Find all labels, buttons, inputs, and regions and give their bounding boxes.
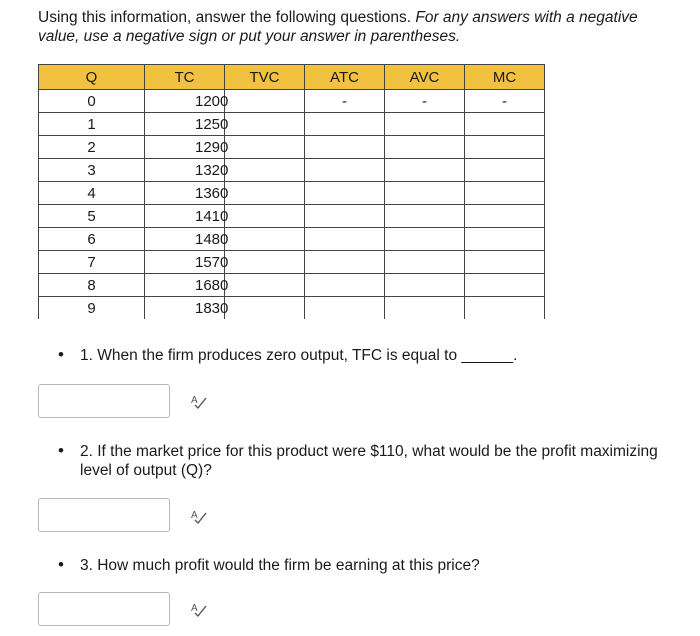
cell-mc[interactable] xyxy=(465,228,545,251)
cell-atc[interactable] xyxy=(305,251,385,274)
header-avc: AVC xyxy=(385,65,465,90)
cell-atc[interactable] xyxy=(305,274,385,297)
cell-atc[interactable] xyxy=(305,113,385,136)
answer-3-input[interactable] xyxy=(38,592,170,626)
cell-atc[interactable] xyxy=(305,297,385,320)
cell-tvc[interactable] xyxy=(225,90,305,113)
cell-q: 0 xyxy=(39,90,145,113)
table-row xyxy=(39,205,545,228)
svg-text:A: A xyxy=(191,510,198,521)
cell-mc[interactable] xyxy=(465,297,545,320)
cell-tvc[interactable] xyxy=(225,159,305,182)
question-3 xyxy=(60,556,670,575)
cell-q: 5 xyxy=(39,205,145,228)
cell-tc: 1200 xyxy=(145,90,225,113)
cell-avc[interactable] xyxy=(385,182,465,205)
cell-mc[interactable] xyxy=(465,113,545,136)
svg-text:A: A xyxy=(191,603,198,614)
cell-avc[interactable] xyxy=(385,159,465,182)
cell-atc[interactable] xyxy=(305,228,385,251)
header-tc: TC xyxy=(145,65,225,90)
cell-tc: 1480 xyxy=(145,228,225,251)
header-atc: ATC xyxy=(305,65,385,90)
table-row xyxy=(39,228,545,251)
svg-text:A: A xyxy=(191,395,198,406)
cell-avc[interactable]: - xyxy=(385,90,465,113)
cell-tc: 1360 xyxy=(145,182,225,205)
cell-tc: 1410 xyxy=(145,205,225,228)
cell-mc[interactable] xyxy=(465,182,545,205)
cell-atc[interactable] xyxy=(305,205,385,228)
bullet: • xyxy=(58,555,64,574)
cell-avc[interactable] xyxy=(385,228,465,251)
cell-q: 1 xyxy=(39,113,145,136)
bullet: • xyxy=(58,441,64,460)
cell-q: 3 xyxy=(39,159,145,182)
cell-q: 4 xyxy=(39,182,145,205)
cell-tvc[interactable] xyxy=(225,274,305,297)
cell-mc[interactable] xyxy=(465,205,545,228)
cell-q: 7 xyxy=(39,251,145,274)
cell-mc[interactable] xyxy=(465,274,545,297)
table-row xyxy=(39,251,545,274)
cost-table xyxy=(38,64,545,319)
cell-q: 9 xyxy=(39,297,145,320)
table-header-row xyxy=(39,65,545,90)
cell-atc[interactable]: - xyxy=(305,90,385,113)
cell-atc[interactable] xyxy=(305,182,385,205)
cell-mc[interactable] xyxy=(465,251,545,274)
cell-avc[interactable] xyxy=(385,274,465,297)
spellcheck-icon[interactable] xyxy=(190,507,208,525)
cell-tc: 1320 xyxy=(145,159,225,182)
cell-q: 8 xyxy=(39,274,145,297)
question-2 xyxy=(60,442,670,480)
cell-tc: 1290 xyxy=(145,136,225,159)
answer-1-input[interactable] xyxy=(38,384,170,418)
cell-tvc[interactable] xyxy=(225,297,305,320)
table-row xyxy=(39,297,545,320)
table-row xyxy=(39,159,545,182)
instructions-plain: Using this information, answer the following questions. xyxy=(38,9,416,26)
question-3-text: 3. How much profit would the firm be earning at this price? xyxy=(80,557,480,574)
cell-q: 6 xyxy=(39,228,145,251)
instructions xyxy=(38,8,678,46)
table-row xyxy=(39,136,545,159)
table-row xyxy=(39,90,545,113)
answer-2-input[interactable] xyxy=(38,498,170,532)
bullet: • xyxy=(58,345,64,364)
question-1 xyxy=(60,346,670,365)
table-row xyxy=(39,182,545,205)
instructions-italic: For any answers with a negative value, use a negative sign or put your answer in parentheses. xyxy=(38,9,638,45)
header-mc: MC xyxy=(465,65,545,90)
cell-tvc[interactable] xyxy=(225,205,305,228)
question-1-text: 1. When the firm produces zero output, TFC is equal to ______. xyxy=(80,347,518,364)
table-row xyxy=(39,274,545,297)
cell-mc[interactable] xyxy=(465,136,545,159)
cell-avc[interactable] xyxy=(385,136,465,159)
cell-tvc[interactable] xyxy=(225,136,305,159)
header-q: Q xyxy=(39,65,145,90)
cell-tc: 1570 xyxy=(145,251,225,274)
cell-avc[interactable] xyxy=(385,251,465,274)
cell-atc[interactable] xyxy=(305,159,385,182)
question-2-text: 2. If the market price for this product were $110, what would be the profit maximizing level of output (Q)? xyxy=(80,443,658,479)
cell-tvc[interactable] xyxy=(225,228,305,251)
cell-tvc[interactable] xyxy=(225,113,305,136)
cell-mc[interactable]: - xyxy=(465,90,545,113)
cell-q: 2 xyxy=(39,136,145,159)
cell-tc: 1830 xyxy=(145,297,225,320)
cell-tc: 1250 xyxy=(145,113,225,136)
cell-tvc[interactable] xyxy=(225,251,305,274)
cost-table-container xyxy=(38,64,546,328)
cell-mc[interactable] xyxy=(465,159,545,182)
cell-avc[interactable] xyxy=(385,297,465,320)
cell-tc: 1680 xyxy=(145,274,225,297)
cell-avc[interactable] xyxy=(385,113,465,136)
cell-atc[interactable] xyxy=(305,136,385,159)
spellcheck-icon[interactable] xyxy=(190,600,208,618)
spellcheck-icon[interactable] xyxy=(190,392,208,410)
cell-tvc[interactable] xyxy=(225,182,305,205)
header-tvc: TVC xyxy=(225,65,305,90)
table-row xyxy=(39,113,545,136)
cell-avc[interactable] xyxy=(385,205,465,228)
